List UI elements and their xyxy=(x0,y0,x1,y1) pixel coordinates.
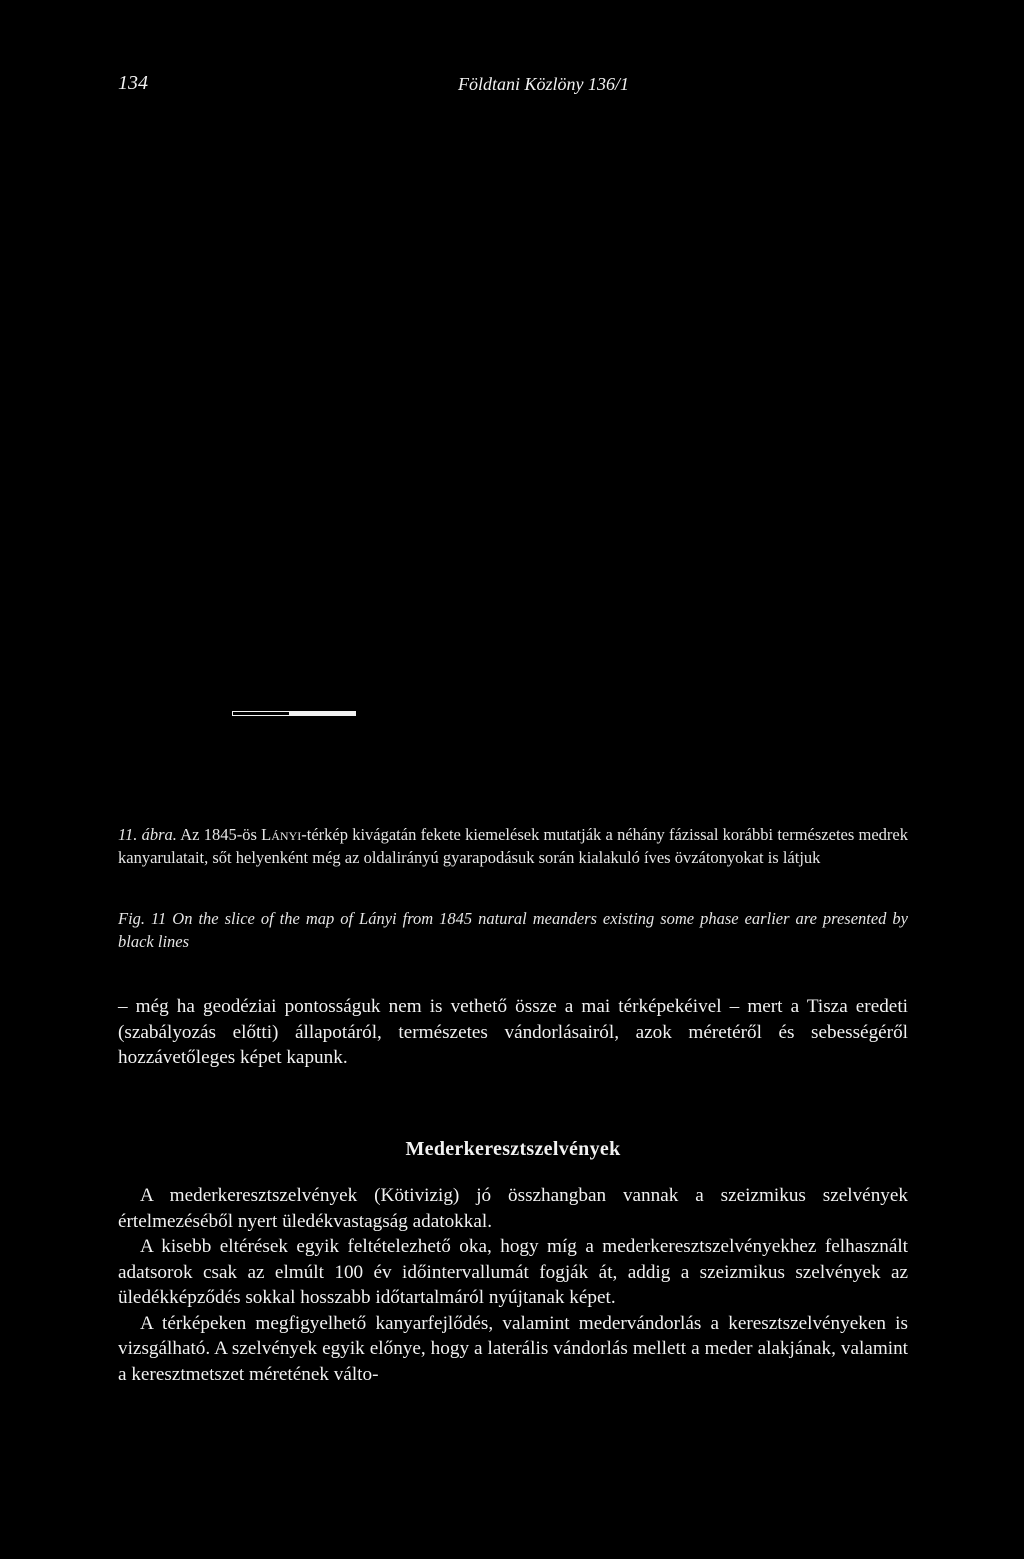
intro-paragraph: – még ha geodéziai pontosságuk nem is vethető össze a mai térképekéivel – mert a Tisza eredeti (szabályozás előtti) állapotáról, természetes vándorlásairól, azok méretéről és sebességéről hozzávetőleges képet kapunk. xyxy=(118,996,908,1068)
caption-text-part-1: Az 1845-ös xyxy=(176,825,262,844)
body-paragraph: A mederkeresztszelvények (Kötivizig) jó összhangban vannak a szeizmikus szelvények értelmezéséből nyert üledékvastagság adatokkal. xyxy=(118,1185,908,1232)
figure-label: 11. ábra. xyxy=(118,825,177,844)
section-heading: Mederkeresztszelvények xyxy=(405,1138,621,1160)
figure-caption-english: Fig. 11 On the slice of the map of Lányi from 1845 natural meanders existing some phase earlier are presented by black lines xyxy=(118,909,908,951)
figure-caption-hungarian xyxy=(118,824,908,869)
scale-bar xyxy=(232,710,356,718)
section-body xyxy=(118,1183,908,1387)
scale-bar-outline-segment xyxy=(232,711,290,716)
scale-bar-filled-segment xyxy=(290,711,356,716)
body-paragraph: A kisebb eltérések egyik feltételezhető oka, hogy míg a mederkeresztszelvényekhez felhasznált adatsorok csak az elmúlt 100 év időintervallumát fogják át, addig a szeizmikus szelvények az üledékképződés sokkal hosszabb időtartalmáról nyújtanak képet. xyxy=(118,1236,908,1308)
page-number: 134 xyxy=(118,72,148,94)
map-figure xyxy=(118,110,908,720)
caption-author-name: Lányi xyxy=(261,825,302,844)
journal-title: Földtani Közlöny 136/1 xyxy=(458,74,629,94)
caption-text-part-2: -térkép kivágatán fekete kiemelések mutatják a néhány fázissal korábbi természetes medrek kanyarulatait, sőt helyenként még az oldalirányú gyarapodásuk során kialakuló íves övzátonyokat is látjuk xyxy=(118,825,908,867)
body-paragraph: A térképeken megfigyelhető kanyarfejlődés, valamint medervándorlás a keresztszelvényeken is vizsgálható. A szelvények egyik előnye, hogy a laterális vándorlás mellett a meder alakjának, valamint a keresztmetszet méretének válto- xyxy=(118,1312,908,1385)
